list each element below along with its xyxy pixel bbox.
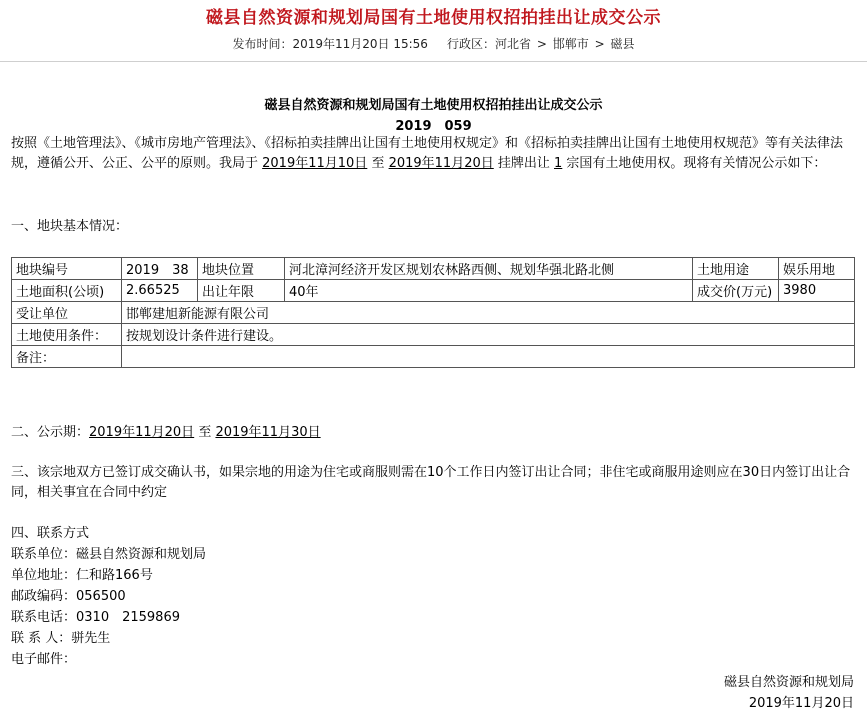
publish-meta [0,35,867,52]
table-row [12,258,855,280]
parcel-number-label: 地块编号 [12,258,122,280]
notice-end-date: 2019年11月30日 [215,425,321,440]
page-title: 磁县自然资源和规划局国有土地使用权招拍挂出让成交公示 [206,8,661,28]
listing-end-date: 2019年11月20日 [388,156,494,171]
section-parcel-heading: 一、地块基本情况： [11,219,129,234]
footer-date: 2019年11月20日 [748,696,854,711]
notice-start-date: 2019年11月20日 [89,425,195,440]
remarks-value [122,346,855,368]
publish-label: 发布时间： [232,37,293,51]
conditions-value: 按规划设计条件进行建设。 [122,324,855,346]
contact-phone: 联系电话：0310 2159869 [11,610,180,625]
contact-email: 电子邮件： [11,652,77,667]
remarks-label: 备注： [12,346,122,368]
section-contact-heading: 四、联系方式 [11,526,90,541]
usage-value: 娱乐用地 [779,258,855,280]
parcel-count: 1 [554,156,563,171]
region-city[interactable]: 邯郸市 [552,37,589,51]
grantee-value: 邯郸建旭新能源有限公司 [122,302,855,324]
breadcrumb-separator: > [536,37,547,51]
table-row [12,346,855,368]
region-province[interactable]: 河北省 [495,37,532,51]
breadcrumb-separator: > [594,37,605,51]
grantee-label: 受让单位 [12,302,122,324]
location-value: 河北漳河经济开发区规划农林路西侧、规划华强北路北侧 [285,258,693,280]
intro-paragraph: 按照《土地管理法》、《城市房地产管理法》、《招标拍卖挂牌出让国有土地使用权规定》和《招标拍卖挂牌出让国有土地使用权规范》等有关法律法规，遵循公开、公正、公平的原则。我局于 2019年11月10日 至 2019年11月20日 挂牌出让 1 宗国有土地使用权。现将有关情况公示如下： [11,136,844,171]
term-value: 40年 [285,280,693,302]
area-label: 土地面积(公顷) [12,280,122,302]
document-number: 2019 059 [395,119,472,134]
section-notice-period: 二、公示期：2019年11月20日 至 2019年11月30日 [11,425,321,440]
location-label: 地块位置 [198,258,285,280]
footer-organization: 磁县自然资源和规划局 [723,675,854,690]
contact-person: 联 系 人：骈先生 [11,631,111,646]
table-row [12,280,855,302]
publish-time: 2019年11月20日 15:56 [292,37,428,51]
contact-postcode: 邮政编码：056500 [11,589,126,604]
region-county[interactable]: 磁县 [610,37,635,51]
price-value: 3980 [779,280,855,302]
usage-label: 土地用途 [693,258,779,280]
parcel-number-value: 2019 38 [122,258,198,280]
conditions-label: 土地使用条件： [12,324,122,346]
listing-start-date: 2019年11月10日 [262,156,368,171]
contact-address: 单位地址：仁和路166号 [11,568,153,583]
table-row [12,302,855,324]
parcel-info-table [11,257,855,368]
term-label: 出让年限 [198,280,285,302]
header-divider [0,61,867,62]
section-contract-terms: 三、该宗地双方已签订成交确认书，如果宗地的用途为住宅或商服则需在10个工作日内签订出让合同；非住宅或商服用途则应在30日内签订出让合同，相关事宜在合同中约定 [11,465,851,500]
table-row [12,324,855,346]
region-label: 行政区： [447,37,496,51]
document-title: 磁县自然资源和规划局国有土地使用权招拍挂出让成交公示 [264,98,603,113]
contact-unit: 联系单位：磁县自然资源和规划局 [11,547,207,562]
price-label: 成交价(万元) [693,280,779,302]
area-value: 2.66525 [122,280,198,302]
